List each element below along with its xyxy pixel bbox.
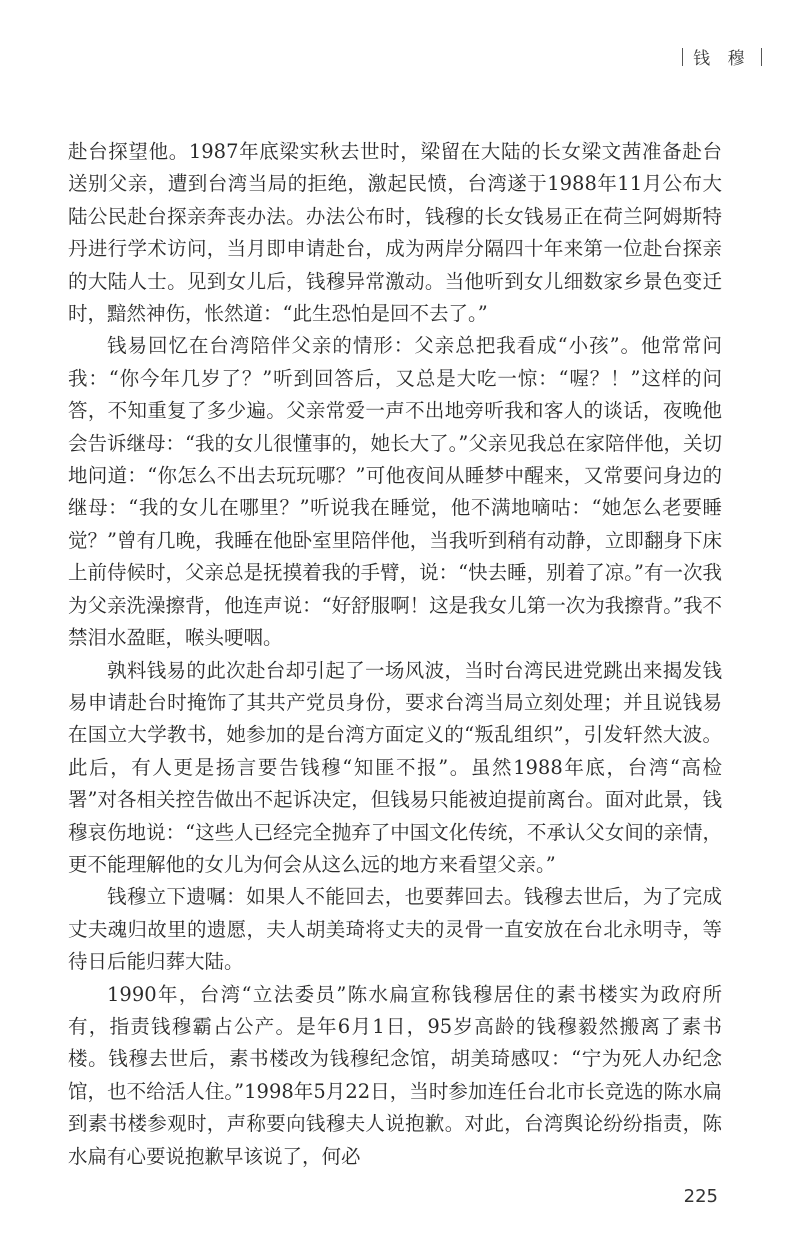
paragraph-5: 1990年，台湾“立法委员”陈水扁宣称钱穆居住的素书楼实为政府所有，指责钱穆霸占公产。是年6月1日，95岁高龄的钱穆毅然搬离了素书楼。钱穆去世后，素书楼改为钱穆纪念馆，胡美琦感叹：“宁为死人办纪念馆，也不给活人住。”1998年5月22日，当时参加连任台北市长竞选的陈水扁到素书楼参观时，声称要向钱穆夫人说抱歉。对此，台湾舆论纷纷指责，陈水扁有心要说抱歉早该说了，何必 [68, 982, 722, 1168]
paragraph-4: 钱穆立下遗嘱：如果人不能回去，也要葬回去。钱穆去世后，为了完成丈夫魂归故里的遗愿，夫人胡美琦将丈夫的灵骨一直安放在台北永明寺，等待日后能归葬大陆。 [68, 885, 722, 974]
body-text [68, 136, 722, 1173]
header-title: 钱 穆 [693, 49, 751, 69]
running-header [682, 44, 762, 69]
header-divider-left [682, 48, 684, 66]
page-number: 225 [683, 1186, 718, 1207]
paragraph-1: 赴台探望他。1987年底梁实秋去世时，梁留在大陆的长女梁文茜准备赴台送别父亲，遭到台湾当局的拒绝，激起民愤，台湾遂于1988年11月公布大陆公民赴台探亲奔丧办法。办法公布时，钱穆的长女钱易正在荷兰阿姆斯特丹进行学术访问，当月即申请赴台，成为两岸分隔四十年来第一位赴台探亲的大陆人士。见到女儿后，钱穆异常激动。当他听到女儿细数家乡景色变迁时，黯然神伤，怅然道：“此生恐怕是回不去了。” [68, 140, 722, 326]
header-divider-right [761, 48, 763, 66]
paragraph-2: 钱易回忆在台湾陪伴父亲的情形：父亲总把我看成“小孩”。他常常问我：“你今年几岁了？”听到回答后，又总是大吃一惊：“喔？！”这样的问答，不知重复了多少遍。父亲常爱一声不出地旁听我和客人的谈话，夜晚他会告诉继母：“我的女儿很懂事的，她长大了。”父亲见我总在家陪伴他，关切地问道：“你怎么不出去玩玩哪？”可他夜间从睡梦中醒来，又常要问身边的继母：“我的女儿在哪里？”听说我在睡觉，他不满地嘀咕：“她怎么老要睡觉？”曾有几晚，我睡在他卧室里陪伴他，当我听到稍有动静，立即翻身下床上前侍候时，父亲总是抚摸着我的手臂，说：“快去睡，别着了凉。”有一次我为父亲洗澡擦背，他连声说：“好舒服啊！这是我女儿第一次为我擦背。”我不禁泪水盈眶，喉头哽咽。 [68, 334, 722, 650]
paragraph-3: 孰料钱易的此次赴台却引起了一场风波，当时台湾民进党跳出来揭发钱易申请赴台时掩饰了其共产党员身份，要求台湾当局立刻处理；并且说钱易在国立大学教书，她参加的是台湾方面定义的“叛乱组织”，引发轩然大波。此后，有人更是扬言要告钱穆“知匪不报”。虽然1988年底，台湾“高检署”对各相关控告做出不起诉决定，但钱易只能被迫提前离台。面对此景，钱穆哀伤地说：“这些人已经完全抛弃了中国文化传统，不承认父女间的亲情，更不能理解他的女儿为何会从这么远的地方来看望父亲。” [68, 658, 722, 876]
